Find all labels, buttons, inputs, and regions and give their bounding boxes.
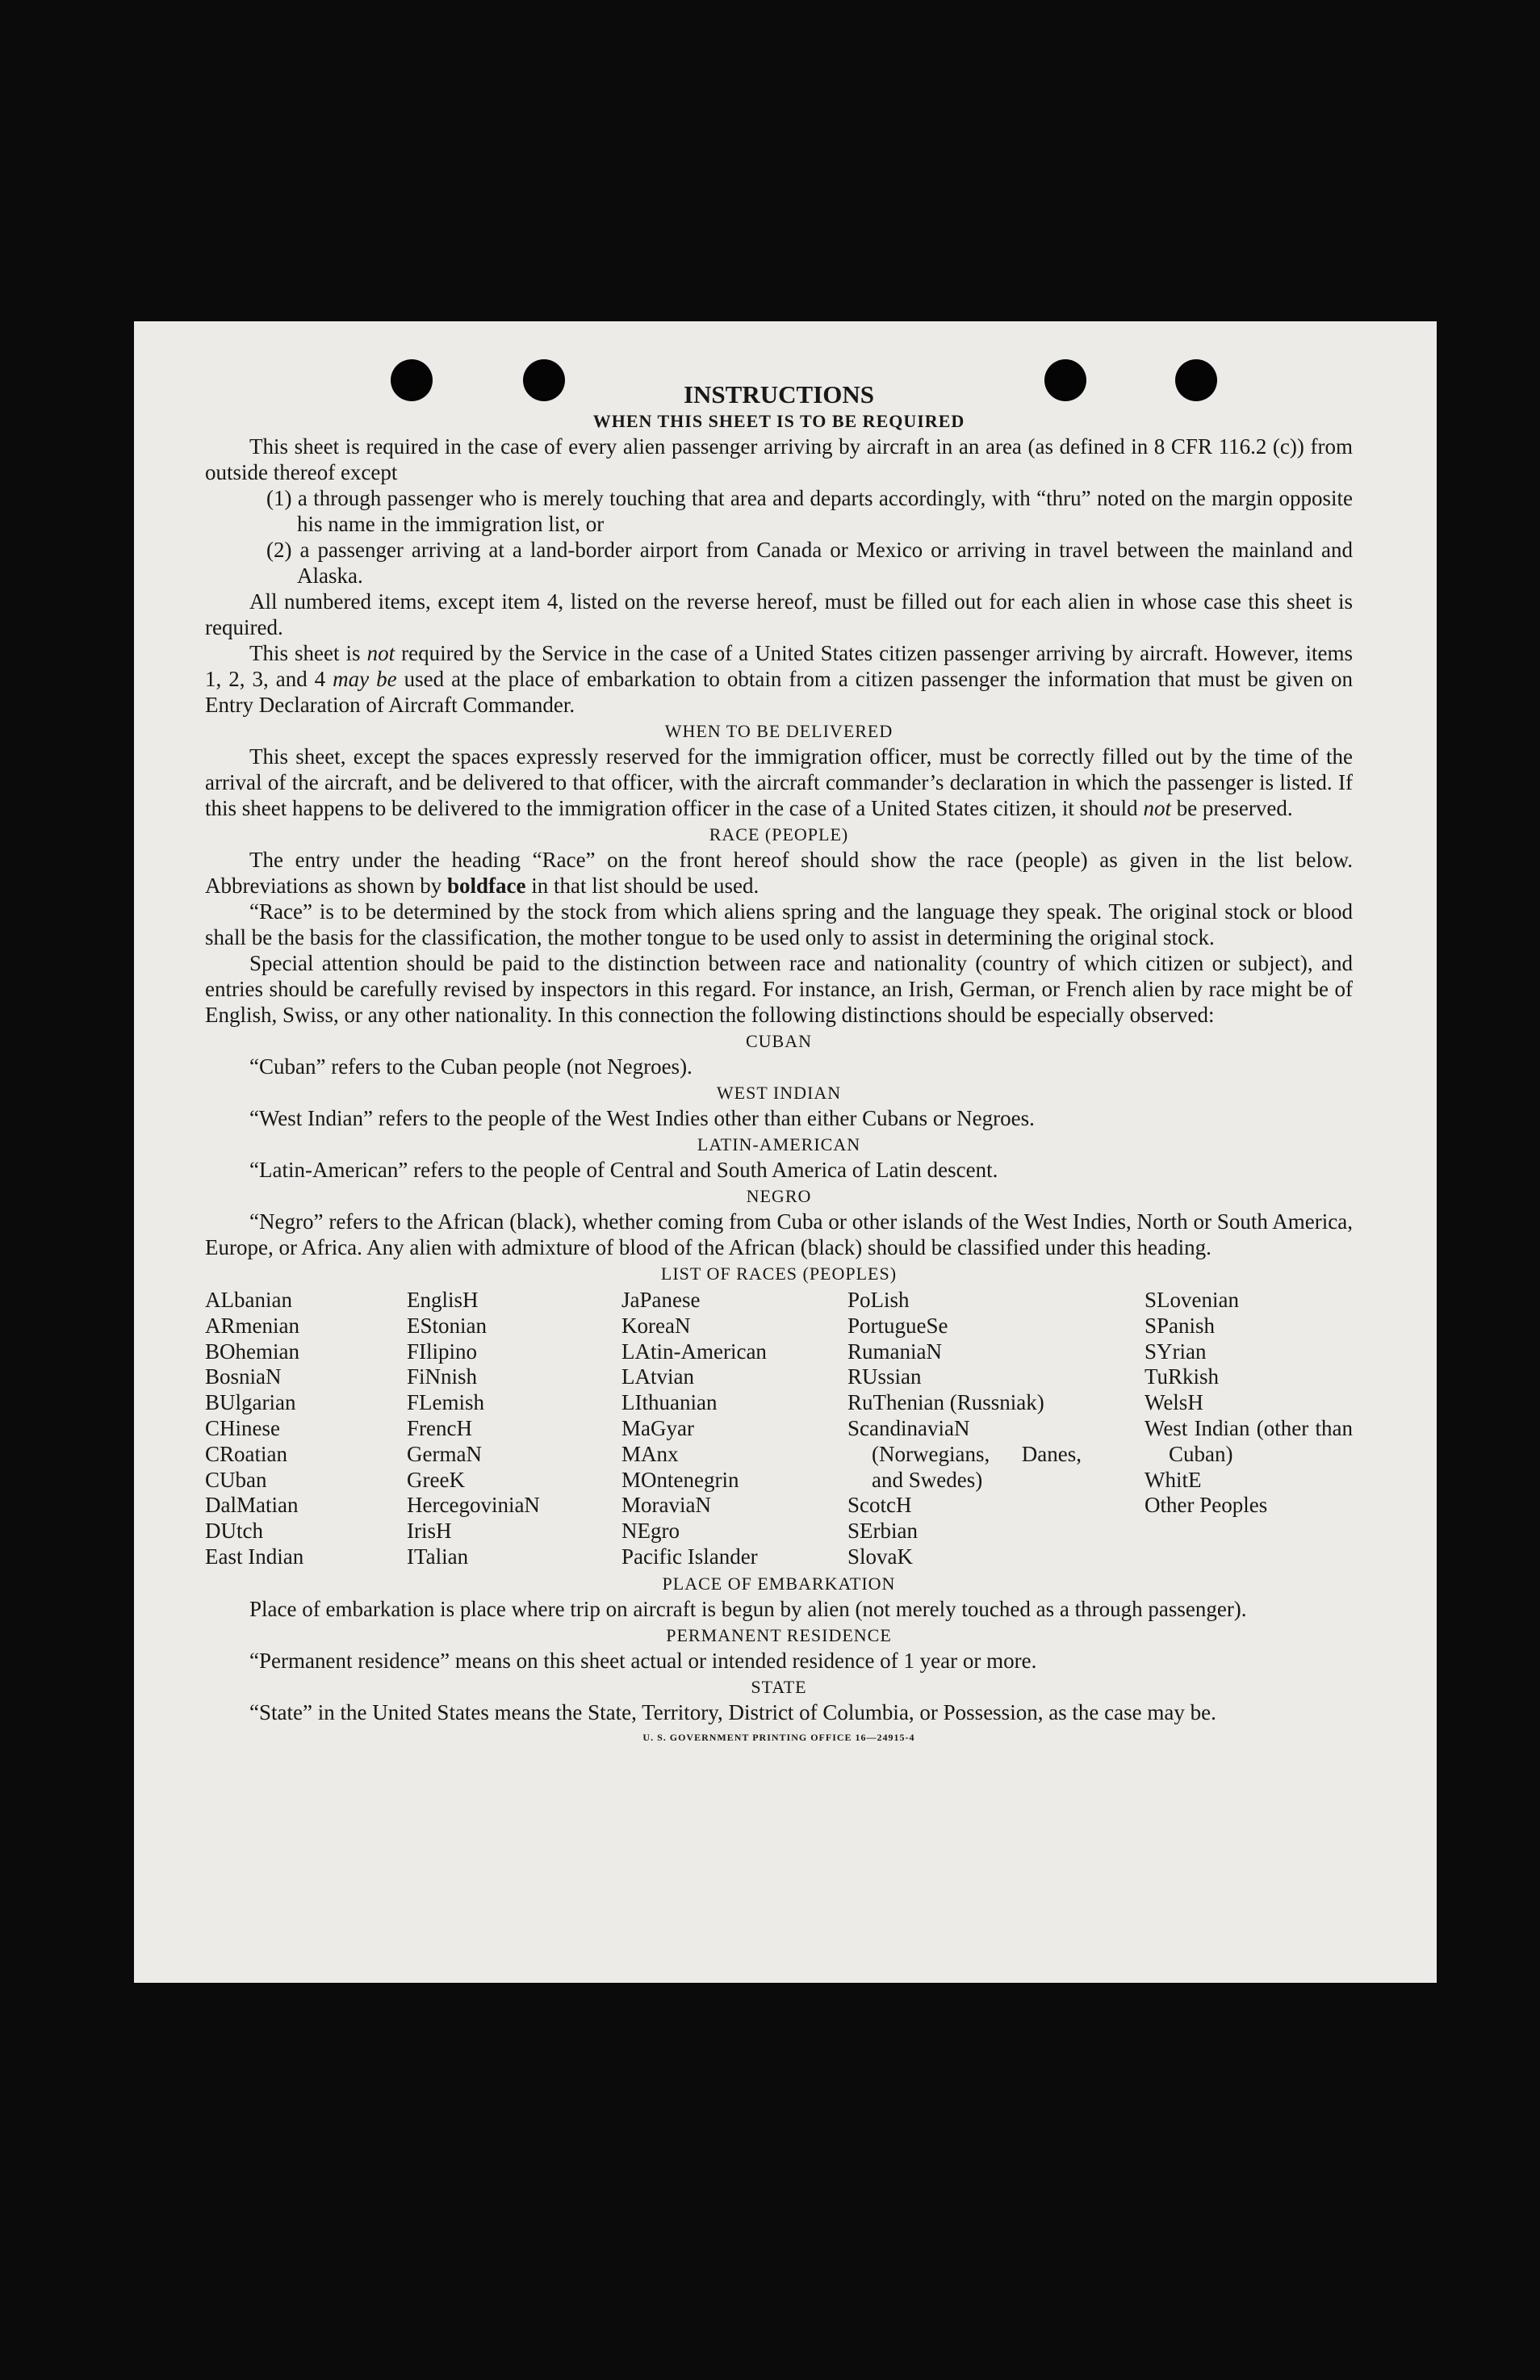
delivered-text: This sheet, except the spaces expressly reserved for the immigration officer, must be correctly filled out by the time of the arrival of the aircraft, and be delivered to that officer, with the aircraft commander’s declaration in which the passenger is listed. If this sheet happens to be delivered to the immigration officer in the case of a United States citizen, it should not be preserved. bbox=[205, 744, 1353, 820]
list-item: HercegoviniaN bbox=[407, 1493, 540, 1518]
list-item: ITalian bbox=[407, 1544, 469, 1569]
list-item: JaPanese bbox=[621, 1288, 701, 1312]
section-heading-delivered: WHEN TO BE DELIVERED bbox=[664, 721, 893, 741]
race-column-3 bbox=[621, 1288, 847, 1570]
list-item: Pacific Islander bbox=[621, 1544, 758, 1569]
list-item: BOhemian bbox=[205, 1339, 299, 1364]
list-item: SLovenian bbox=[1145, 1288, 1239, 1312]
punch-hole-icon bbox=[1044, 359, 1086, 401]
section-heading-latin-american: LATIN-AMERICAN bbox=[697, 1134, 861, 1154]
list-item: EStonian bbox=[407, 1313, 487, 1338]
list-item: Other Peoples bbox=[1145, 1493, 1268, 1518]
list-item: DalMatian bbox=[205, 1493, 299, 1518]
list-item: DUtch bbox=[205, 1519, 263, 1544]
list-item: TuRkish bbox=[1145, 1364, 1220, 1389]
list-item: IrisH bbox=[407, 1519, 452, 1544]
list-item: ScandinaviaN (Norwegians, Danes, and Swedes) bbox=[847, 1415, 1082, 1492]
race-column-4 bbox=[847, 1288, 1082, 1570]
instruction-sheet bbox=[134, 321, 1437, 1983]
state-text: “State” in the United States means the State, Territory, District of Columbia, or Possession, as the case may be. bbox=[249, 1699, 1216, 1724]
list-item: ScotcH bbox=[847, 1493, 912, 1518]
race-para-1: The entry under the heading “Race” on the front hereof should show the race (people) as given in the list below. Abbreviations as shown by boldface in that list should be used. bbox=[205, 848, 1353, 898]
negro-text: “Negro” refers to the African (black), whether coming from Cuba or other islands of the West Indies, North or South America, Europe, or Africa. Any alien with admixture of blood of the African (black) should be classified under this heading. bbox=[205, 1209, 1353, 1259]
list-item: LIthuanian bbox=[621, 1390, 718, 1415]
race-column-5 bbox=[1145, 1288, 1353, 1570]
embarkation-text: Place of embarkation is place where trip on aircraft is begun by alien (not merely touched as a through passenger). bbox=[249, 1596, 1247, 1621]
required-para-3: This sheet is not required by the Service in the case of a United States citizen passenger arriving by aircraft. However, items 1, 2, 3, and 4 may be used at the place of embarkation to obtain from a citizen passenger the information that must be given on Entry Declaration of Aircraft Commander. bbox=[205, 641, 1353, 717]
list-item: GreeK bbox=[407, 1467, 465, 1492]
race-para-3: Special attention should be paid to the distinction between race and nationality (country of which citizen or subject), and entries should be carefully revised by inspectors in this regard. For instance, an Irish, German, or French alien by race might be of English, Swiss, or any other nationality. In this connection the following distinctions should be especially observed: bbox=[205, 951, 1353, 1027]
list-item: MoraviaN bbox=[621, 1493, 711, 1518]
section-heading-race: RACE (PEOPLE) bbox=[709, 824, 849, 844]
list-item: KoreaN bbox=[621, 1313, 691, 1338]
section-heading-list-of-races: LIST OF RACES (PEOPLES) bbox=[660, 1263, 898, 1284]
list-item: CRoatian bbox=[205, 1441, 287, 1466]
list-item: RumaniaN bbox=[847, 1339, 942, 1364]
list-item: SlovaK bbox=[847, 1544, 913, 1569]
cuban-text: “Cuban” refers to the Cuban people (not Negroes). bbox=[249, 1054, 693, 1079]
section-heading-embarkation: PLACE OF EMBARKATION bbox=[662, 1573, 896, 1594]
list-item: BosniaN bbox=[205, 1364, 282, 1389]
list-item: West Indian (other than Cuban) bbox=[1145, 1415, 1353, 1466]
race-list bbox=[205, 1288, 1353, 1570]
list-item: EnglisH bbox=[407, 1288, 479, 1312]
page-title: INSTRUCTIONS bbox=[683, 380, 874, 409]
section-heading-west-indian: WEST INDIAN bbox=[716, 1083, 842, 1103]
race-column-1 bbox=[205, 1288, 407, 1570]
punch-hole-icon bbox=[391, 359, 433, 401]
list-item: FIlipino bbox=[407, 1339, 478, 1364]
list-item: FLemish bbox=[407, 1390, 485, 1415]
required-item-2: (2) a passenger arriving at a land-border airport from Canada or Mexico or arriving in travel between the mainland and Alaska. bbox=[266, 538, 1353, 588]
list-item: SYrian bbox=[1145, 1339, 1207, 1364]
required-item-1: (1) a through passenger who is merely touching that area and departs accordingly, with “thru” noted on the margin opposite his name in the immigration list, or bbox=[266, 486, 1353, 536]
latin-american-text: “Latin-American” refers to the people of Central and South America of Latin descent. bbox=[249, 1158, 998, 1182]
list-item: PoLish bbox=[847, 1288, 910, 1312]
list-item: RuThenian (Russniak) bbox=[847, 1390, 1044, 1415]
required-intro: This sheet is required in the case of every alien passenger arriving by aircraft in an area (as defined in 8 CFR 116.2 (c)) from outside thereof except bbox=[205, 434, 1353, 484]
west-indian-text: “West Indian” refers to the people of the West Indies other than either Cubans or Negroes. bbox=[249, 1106, 1035, 1130]
required-para-2: All numbered items, except item 4, listed on the reverse hereof, must be filled out for each alien in whose case this sheet is required. bbox=[205, 589, 1353, 639]
list-item: MOntenegrin bbox=[621, 1467, 739, 1492]
section-heading-cuban: CUBAN bbox=[745, 1031, 812, 1051]
list-item: BUlgarian bbox=[205, 1390, 296, 1415]
punch-hole-icon bbox=[523, 359, 565, 401]
list-item: SPanish bbox=[1145, 1313, 1216, 1338]
race-column-2 bbox=[407, 1288, 621, 1570]
list-item: East Indian bbox=[205, 1544, 304, 1569]
list-item: MaGyar bbox=[621, 1415, 694, 1440]
section-heading-permanent-residence: PERMANENT RESIDENCE bbox=[666, 1624, 892, 1645]
list-item: SErbian bbox=[847, 1519, 918, 1544]
list-item: MAnx bbox=[621, 1441, 679, 1466]
list-item: LAtvian bbox=[621, 1364, 694, 1389]
list-item: CUban bbox=[205, 1467, 267, 1492]
section-heading-required: WHEN THIS SHEET IS TO BE REQUIRED bbox=[592, 411, 965, 431]
printer-imprint: U. S. GOVERNMENT PRINTING OFFICE 16—24915-4 bbox=[642, 1731, 915, 1743]
list-item: ALbanian bbox=[205, 1288, 292, 1312]
list-item: WelsH bbox=[1145, 1390, 1203, 1415]
list-item: WhitE bbox=[1145, 1467, 1202, 1492]
list-item: FrencH bbox=[407, 1415, 472, 1440]
permanent-residence-text: “Permanent residence” means on this sheet actual or intended residence of 1 year or more. bbox=[249, 1648, 1037, 1673]
list-item: ARmenian bbox=[205, 1313, 299, 1338]
list-item: RUssian bbox=[847, 1364, 922, 1389]
list-item: GermaN bbox=[407, 1441, 482, 1466]
punch-hole-icon bbox=[1175, 359, 1217, 401]
list-item: NEgro bbox=[621, 1519, 680, 1544]
list-item: PortugueSe bbox=[847, 1313, 948, 1338]
section-heading-state: STATE bbox=[751, 1676, 807, 1697]
list-item: CHinese bbox=[205, 1415, 280, 1440]
list-item: LAtin-American bbox=[621, 1339, 767, 1364]
list-item: FiNnish bbox=[407, 1364, 478, 1389]
section-heading-negro: NEGRO bbox=[746, 1186, 812, 1206]
race-para-2: “Race” is to be determined by the stock from which aliens spring and the language they speak. The original stock or blood shall be the basis for the classification, the mother tongue to be used only to assist in determining the original stock. bbox=[205, 899, 1353, 949]
